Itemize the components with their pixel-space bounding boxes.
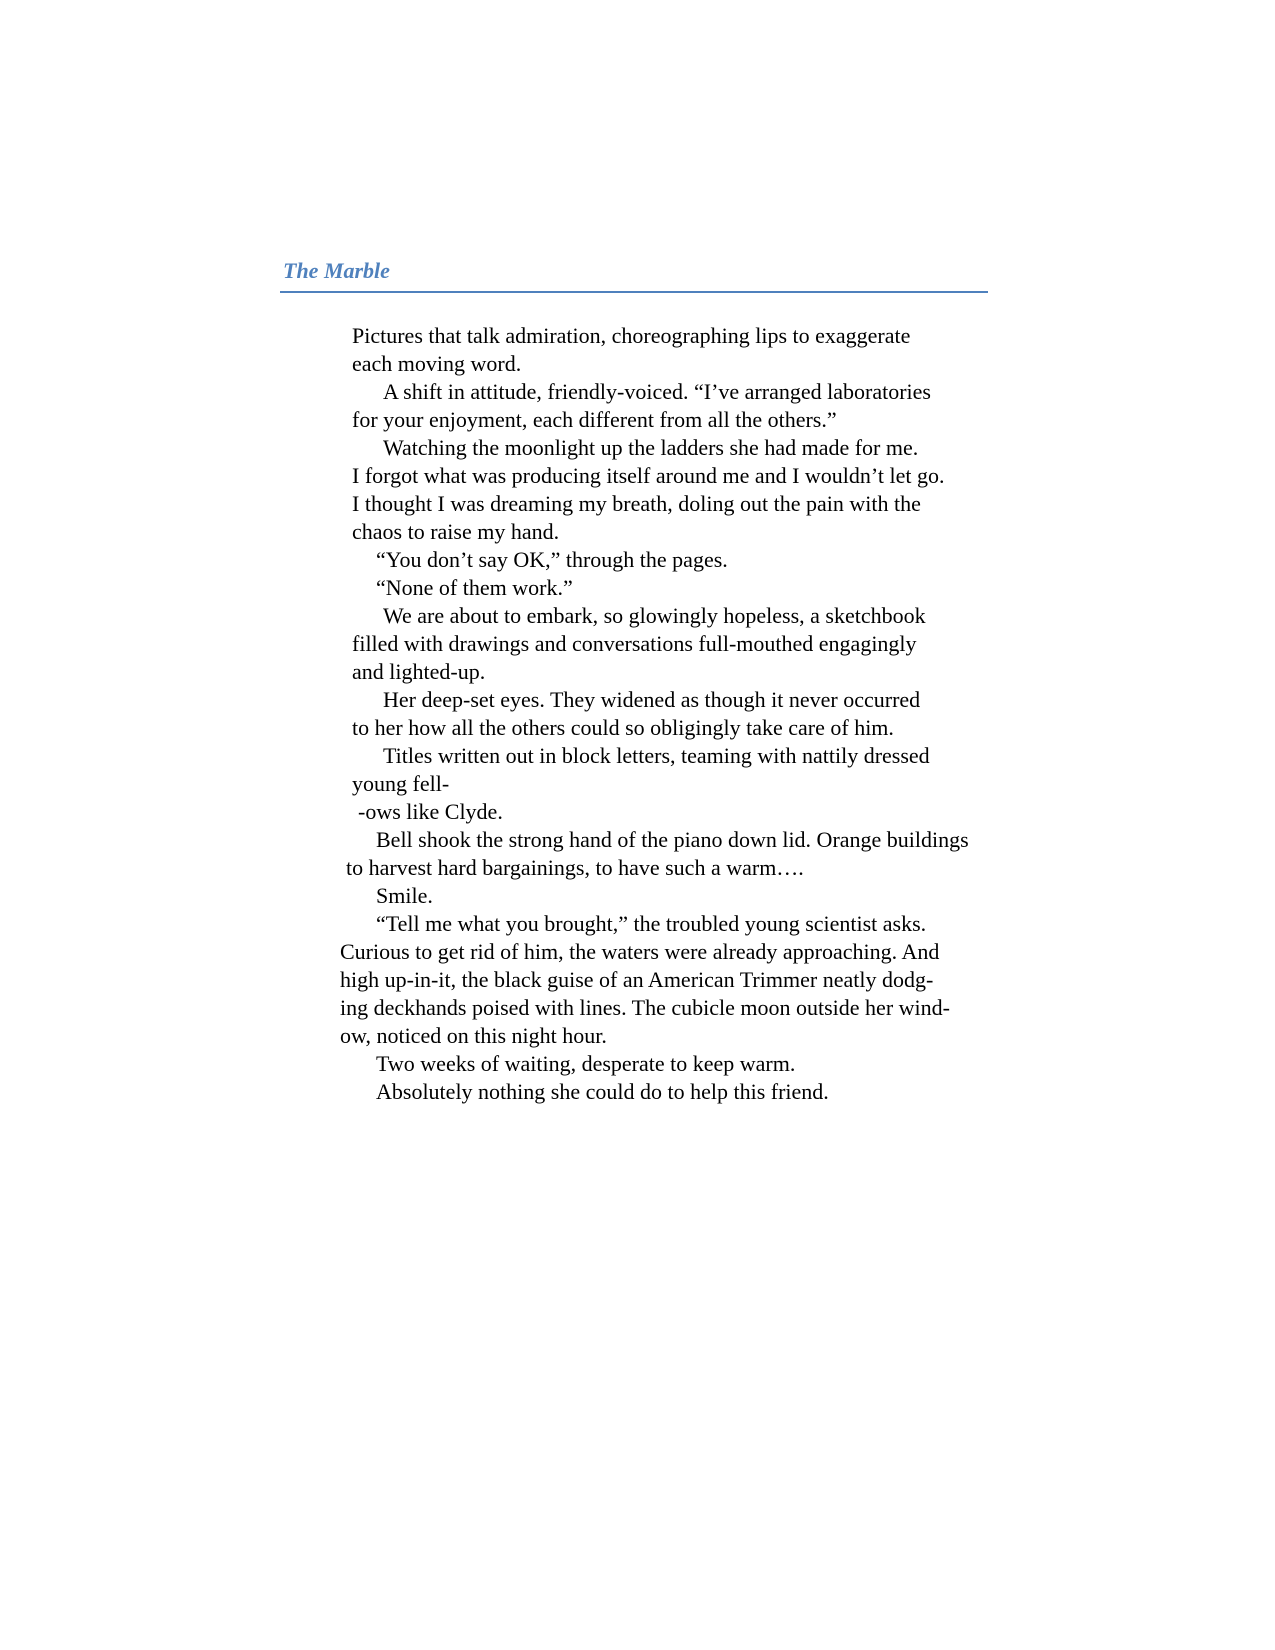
text-line: young fell- bbox=[352, 771, 450, 796]
text-line: A shift in attitude, friendly-voiced. “I’ve arranged laboratories bbox=[383, 379, 931, 404]
text-line: ow, noticed on this night hour. bbox=[340, 1023, 607, 1048]
text-line: Bell shook the strong hand of the piano down lid. Orange buildings bbox=[376, 827, 969, 852]
text-line: to harvest hard bargainings, to have such a warm…. bbox=[346, 855, 804, 880]
text-line: I thought I was dreaming my breath, doling out the pain with the bbox=[352, 491, 921, 516]
text-line: Her deep-set eyes. They widened as though it never occurred bbox=[383, 687, 921, 712]
text-line: ing deckhands poised with lines. The cubicle moon outside her wind- bbox=[340, 995, 950, 1020]
text-line: Curious to get rid of him, the waters were already approaching. And bbox=[340, 939, 940, 964]
text-line: “None of them work.” bbox=[376, 575, 573, 600]
text-line: high up-in-it, the black guise of an American Trimmer neatly dodg- bbox=[340, 967, 934, 992]
running-header-title: The Marble bbox=[283, 258, 390, 283]
text-line: to her how all the others could so obligingly take care of him. bbox=[352, 715, 894, 740]
text-line: Titles written out in block letters, teaming with nattily dressed bbox=[383, 743, 930, 768]
text-line: and lighted-up. bbox=[352, 659, 486, 684]
text-line: Absolutely nothing she could do to help this friend. bbox=[376, 1079, 829, 1104]
text-line: We are about to embark, so glowingly hopeless, a sketchbook bbox=[383, 603, 926, 628]
text-line: “Tell me what you brought,” the troubled young scientist asks. bbox=[376, 911, 927, 936]
text-line: “You don’t say OK,” through the pages. bbox=[376, 547, 728, 572]
text-line: -ows like Clyde. bbox=[358, 799, 503, 824]
text-line: Two weeks of waiting, desperate to keep warm. bbox=[376, 1051, 796, 1076]
text-line: chaos to raise my hand. bbox=[352, 519, 560, 544]
text-line: for your enjoyment, each different from all the others.” bbox=[352, 407, 837, 432]
text-line: filled with drawings and conversations full-mouthed engagingly bbox=[352, 631, 917, 656]
text-line: Smile. bbox=[376, 883, 433, 908]
text-line: I forgot what was producing itself around me and I wouldn’t let go. bbox=[352, 463, 945, 488]
text-line: each moving word. bbox=[352, 351, 522, 376]
text-line: Pictures that talk admiration, choreographing lips to exaggerate bbox=[352, 323, 911, 348]
text-line: Watching the moonlight up the ladders she had made for me. bbox=[383, 435, 919, 460]
